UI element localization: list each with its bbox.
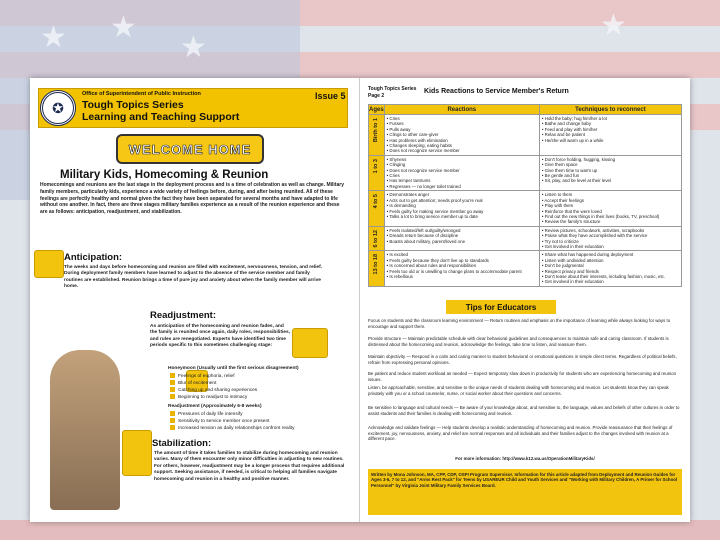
stabilization-text: The amount of time it takes families to stabilize during homecoming and reunion varies. Many of them encounter only minor difficulties in adjusting to new routines. For others, however, readjustment may be a longer process that requires additional support. Seeking assistance, if needed, is critical to helping all families navigate homecoming and reunion in a healthy and positive manner. bbox=[154, 451, 345, 482]
document-spread bbox=[30, 78, 690, 522]
more-info-link[interactable]: For more information: http://www.k12.wa.us/OperationMilitaryKids/ bbox=[455, 456, 595, 461]
table-row bbox=[369, 155, 682, 190]
author-credits: Written by Mona Johnson, MA, CPP, CDP, OSPI Program Supervisor. Information for this article adapted from Deployment and Reunion Guides for Ages 3-6, 7 to 12, and "Arms Rest Pack" for Teens by USAREUR Child and Youth Services and "Working with Military Children, A Primer for School Personnel" by Virginia Joint Military Family Services Board. bbox=[368, 469, 682, 515]
age-label: 1 to 3 bbox=[372, 158, 379, 174]
bullet-icon bbox=[170, 394, 175, 399]
stabilization-heading: Stabilization: bbox=[152, 438, 212, 449]
ospi-seal-logo: ✪ bbox=[40, 90, 76, 126]
age-cell bbox=[369, 191, 385, 226]
tip-paragraph: Be sensitive to language and cultural needs — Be aware of your knowledge about, and sensitive to, the language, values and beliefs of other cultures in order to assist students and their families in dealing with homecoming and reunion. bbox=[368, 405, 680, 416]
honeymoon-label: Honeymoon (Usually until the first serious disagreement) bbox=[168, 366, 299, 371]
readjustment-text: As anticipation of the homecoming and reunion fades, and the family is reunited once again, daily roles, responsibilities, and rules are renegotiated. Experts have identified two time periods specific to this sometimes challenging stage: bbox=[150, 324, 290, 349]
age-cell bbox=[369, 155, 385, 190]
table-row bbox=[369, 226, 682, 251]
page-number: Page 2 bbox=[368, 93, 385, 99]
techniques-cell: • Don't force holding, hugging, kissing • Give them space • Give them time to warm up • Be gentle and fun • Sit, play, and be level at their level bbox=[539, 155, 681, 190]
bullet-icon bbox=[170, 425, 175, 430]
tip-paragraph: Be patient and reduce student workload as needed — Expect temporary slow down in productivity for students who are experiencing homecoming and reunion issues. bbox=[368, 371, 677, 382]
reactions-table bbox=[368, 104, 682, 287]
list-item bbox=[170, 387, 257, 394]
list-item bbox=[170, 418, 269, 425]
article-title: Military Kids, Homecoming & Reunion bbox=[60, 169, 269, 181]
column-header: Ages bbox=[369, 106, 384, 113]
series-label: Tough Topics Series bbox=[368, 86, 417, 92]
age-cell bbox=[369, 226, 385, 251]
list-item-text: Sensitivity to service member once present bbox=[178, 418, 270, 424]
bullet-icon bbox=[170, 411, 175, 416]
issue-number: Issue 5 bbox=[315, 91, 346, 101]
age-cell bbox=[369, 115, 385, 156]
list-item-text: Feelings of euphoria, relief bbox=[178, 373, 235, 379]
puzzle-piece-icon bbox=[122, 430, 152, 476]
reactions-cell: • Cries • Fusses • Pulls away • Clings to other care-giver • Has problems with elimination • Changes sleeping, eating habits • Does not recognize service member bbox=[384, 115, 539, 156]
series-subtitle: Learning and Teaching Support bbox=[82, 111, 240, 123]
list-item-text: Increased tension as daily relationships confront reality bbox=[178, 425, 295, 431]
age-label: 6 to 12 bbox=[372, 229, 379, 248]
techniques-cell: • Review pictures, schoolwork, activities, scrapbooks • Praise what they have accomplished with the service • Try not to criticize • Get involved in their education bbox=[539, 226, 681, 251]
age-label: 4 to 5 bbox=[372, 194, 379, 209]
list-item-text: Catching up and sharing experiences bbox=[178, 387, 258, 393]
techniques-cell: • Listen to them • Accept their feelings • Play with them • Reinforce that the were loved • Find out the new things in their lives (books, TV, preschool) • Review the family's structure bbox=[539, 191, 681, 226]
table-header-row bbox=[369, 105, 682, 115]
tip-paragraph: Listen, be approachable, sensitive, and sensitive to the unique needs of students dealing with homecoming and reunion. Let students know they can speak privately with you or a school counselor, nurse, or social worker about their questions and concerns. bbox=[368, 385, 669, 396]
bullet-icon bbox=[170, 373, 175, 378]
table-title: Kids Reactions to Service Member's Return bbox=[424, 88, 569, 95]
list-item-text: Beginning to readjust to intimacy bbox=[178, 394, 248, 400]
welcome-home-banner: WELCOME HOME bbox=[116, 134, 264, 164]
reactions-cell: • Feels isolated/left out/guilty/wronged • Dreads return because of discipline • Boasts about military, parent/loved one bbox=[384, 226, 539, 251]
list-item bbox=[170, 411, 243, 418]
bullet-icon bbox=[170, 418, 175, 423]
star-icon: ★ bbox=[40, 21, 67, 54]
techniques-cell: • Hold the baby; hug him/her a lot • Bathe and change baby • Feed and play with him/her • Relax and be patient • He/she will warm up in a while bbox=[539, 115, 681, 156]
office-name: Office of Superintendent of Public Instruction bbox=[82, 91, 201, 97]
series-title: Tough Topics Series bbox=[82, 99, 184, 111]
readjustment-heading: Readjustment: bbox=[150, 310, 216, 321]
table-row bbox=[369, 115, 682, 156]
list-item bbox=[170, 425, 295, 432]
anticipation-text: The weeks and days before homecoming and reunion are filled with excitement, nervousness, tension, and relief. During deployment family members have learned to adjust to the absence of the service member and family routines are established. Reunion brings a time of pure joy and anxiety about when the family member will arrive home. bbox=[64, 265, 323, 290]
intro-paragraph: Homecomings and reunions are the last stage in the deployment process and is a time of celebration as well as change. Military family members, particularly kids, experience a wide variety of feelings before, during, and after being reunited. All of these feelings are perfectly healthy and normal given the fact they have been separated for several months and have adapted to life without one another. In fact, there are three stages military families experience as a result of the reunion experience and these are as follows: anticipation, readjustment, and stabilization. bbox=[40, 182, 344, 216]
age-label: 13 to 18 bbox=[372, 254, 379, 275]
page-one bbox=[30, 78, 360, 522]
list-item bbox=[170, 373, 235, 380]
tip-paragraph: Focus on students and the classroom learning environment — Return routines and emphasis on the importance of learning while always looking for ways to encourage and support them. bbox=[368, 318, 671, 329]
tip-paragraph: Acknowledge and validate feelings — Help students develop a realistic understanding of homecoming and reunion. Provide reassurance that their feelings of excitement, joy, nervousness, anxiety, and relief are normal responses and all individuals and their families adjust to the changes involved with reunion at a different pace. bbox=[368, 425, 673, 441]
reactions-cell: • Shyness • Clinging • Does not recognize service member • Cries • Has temper tantrums • Regresses — no longer toilet trained bbox=[384, 155, 539, 190]
list-item-text: Pressures of daily life intensify bbox=[178, 411, 243, 417]
techniques-cell: • Share what has happened during deployment • Listen with undivided attention • Don't be judgmental • Respect privacy and friends • Don't tease about their interests, including fashion, music, etc. • Get involved in their education bbox=[539, 251, 681, 286]
table-row bbox=[369, 191, 682, 226]
column-header: Reactions bbox=[384, 105, 539, 115]
page-two bbox=[360, 78, 690, 522]
star-icon: ★ bbox=[110, 11, 137, 44]
readjust-period-label: Readjustment (Approximately 6-8 weeks) bbox=[168, 404, 262, 409]
star-icon: ★ bbox=[600, 9, 627, 42]
puzzle-piece-icon bbox=[34, 250, 64, 278]
soldier-family-photo bbox=[50, 350, 120, 510]
list-item bbox=[170, 380, 216, 387]
reactions-cell: • Is excited • Feels guilty because they don't live up to standards • Is concerned about rules and responsibilities • Feels too old or is unwilling to change plans to accommodate parent • Is rebellious bbox=[384, 251, 539, 286]
table-row bbox=[369, 251, 682, 286]
tip-paragraph: Maintain objectivity — Respond in a calm and caring manner to student behavioral or emotional questions in simple direct terms. Regardless of political beliefs, refrain from expressing personal opinions. bbox=[368, 354, 677, 365]
list-item-text: Blur of excitement bbox=[178, 380, 217, 386]
flag-stripe bbox=[0, 520, 720, 540]
tips-heading: Tips for Educators bbox=[446, 300, 556, 314]
column-header: Techniques to reconnect bbox=[539, 105, 681, 115]
anticipation-heading: Anticipation: bbox=[64, 252, 123, 263]
bullet-icon bbox=[170, 387, 175, 392]
list-item bbox=[170, 394, 247, 401]
reactions-cell: • Demonstrates anger • Acts out to get attention; needs proof you're real • Is demanding • Feels guilty for making service member go away • Talks a lot to bring service member up to date bbox=[384, 191, 539, 226]
puzzle-piece-icon bbox=[292, 328, 328, 358]
tip-paragraph: Provide structure — Maintain predictable schedule with clear behavioral guidelines and consequences to maintain safe and caring classroom. If students is distressed about the homecoming and reunion, acknowledge the feelings, take time to listen, and reassure them. bbox=[368, 336, 669, 347]
star-icon: ★ bbox=[180, 31, 207, 64]
age-cell bbox=[369, 251, 385, 286]
bullet-icon bbox=[170, 380, 175, 385]
age-label: Birth to 1 bbox=[372, 118, 379, 143]
